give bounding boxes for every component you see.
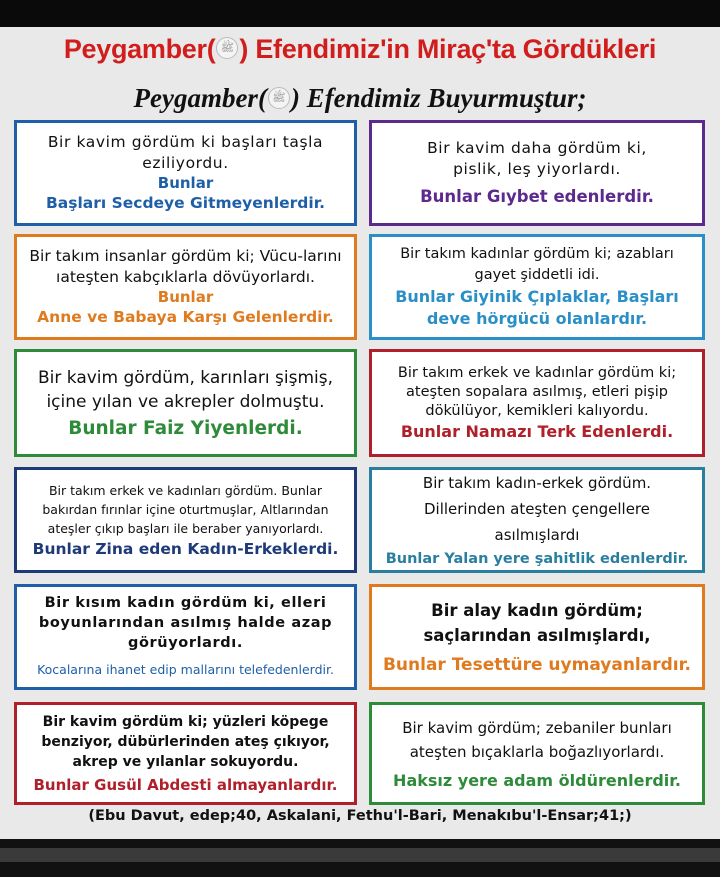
box-result: Anne ve Babaya Karşı Gelenlerdir. <box>37 308 334 326</box>
box-result: Bunlar Gusül Abdesti almayanlardır. <box>33 775 338 794</box>
box-2 <box>369 120 705 226</box>
box-description: Bir takım kadınlar gördüm ki; azabları gayet şiddetli idi. <box>400 246 674 283</box>
box-9 <box>14 584 357 690</box>
box-6 <box>369 349 705 457</box>
bottom-strip <box>0 848 720 862</box>
box-result: Bunlar Tesettüre uymayanlardır. <box>382 655 692 675</box>
page-title: Peygamber( ﷺ ) Efendimiz'in Miraç'ta Gördükleri <box>63 34 657 64</box>
box-result: Bunlar Faiz Yiyenlerdi. <box>68 418 303 439</box>
box-10 <box>369 584 705 690</box>
box-description: Bir takım erkek ve kadınlar gördüm ki; ateşten sopalara asılmış, etleri pişip dökülüyor, kemikleri kalıyordu. <box>397 364 677 419</box>
box-description: Bir takım insanlar gördüm ki; Vücu-larını ıateşten kabçıklarla dövüyorlardı. <box>29 247 342 286</box>
box-result: Bunlar Namazı Terk Edenlerdi. <box>400 421 674 441</box>
box-result: Bunlar Giyinik Çıplaklar, Başları deve hörgücü olanlardır. <box>395 287 679 328</box>
box-description: Bir kavim daha gördüm ki, pislik, leş yiyorlardı. <box>427 139 647 178</box>
page-subtitle: Peygamber( ﷺ ) Efendimiz Buyurmuştur; <box>133 83 587 113</box>
box-1 <box>14 120 357 226</box>
box-7 <box>14 467 357 573</box>
box-description: Bir kavim gördüm; zebaniler bunları ateşten bıçaklarla boğazlıyorlardı. <box>402 718 672 761</box>
box-result: Kocalarına ihanet edip mallarını telefedenlerdir. <box>37 662 334 677</box>
box-result: Bunlar Yalan yere şahitlik edenlerdir. <box>385 551 689 567</box>
top-bar <box>0 0 720 27</box>
source-footer: (Ebu Davut, edep;40, Askalani, Fethu'l-Bari, Menakıbu'l-Ensar;41;) <box>88 808 632 824</box>
box-12 <box>369 702 705 805</box>
box-label: Bunlar <box>157 174 214 192</box>
box-result: Bunlar Zina eden Kadın-Erkeklerdi. <box>32 539 339 558</box>
box-result: Haksız yere adam öldürenlerdir. <box>393 770 681 790</box>
box-description: Bir takım erkek ve kadınları gördüm. Bunlar bakırdan fırınlar içine oturtmuşlar, Altlarından ateşler çıkıp başları ile beraber yanıyorlardı. <box>42 482 329 536</box>
box-description: Bir takım kadın-erkek gördüm. Dillerinden ateşten çengellere asılmışlardı <box>422 474 652 544</box>
box-8 <box>369 467 705 573</box>
box-3 <box>14 234 357 340</box>
box-label: Bunlar <box>157 288 214 306</box>
box-11 <box>14 702 357 805</box>
box-description: Bir kavim gördüm ki başları taşla eziliyordu. <box>47 133 324 172</box>
box-4 <box>369 234 705 340</box>
box-description: Bir kavim gördüm ki; yüzleri köpege benziyor, dübürlerinden ateş çıkıyor, akrep ve yılanlar sokuyordu. <box>41 713 330 770</box>
box-result: Başları Secdeye Gitmeyenlerdir. <box>45 194 326 212</box>
seal-icon: ﷺ <box>268 87 290 109</box>
seal-icon: ﷺ <box>216 37 238 59</box>
box-result: Bunlar Gıybet edenlerdir. <box>420 187 654 206</box>
box-description: Bir alay kadın gördüm; saçlarından asılmışlardı, <box>423 601 651 645</box>
box-5 <box>14 349 357 457</box>
box-description: Bir kavim gördüm, karınları şişmiş, içine yılan ve akrepler dolmuştu. <box>38 368 333 412</box>
box-description: Bir kısım kadın gördüm ki, elleri boyunlarından asılmış halde azap görüyorlardı. <box>38 595 333 651</box>
